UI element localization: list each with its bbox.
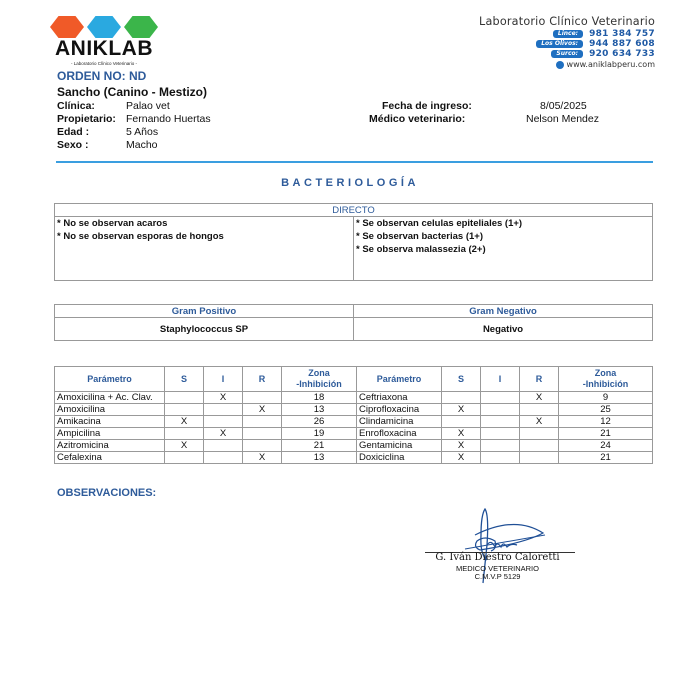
antibiotic-name: Doxiciclina bbox=[357, 452, 442, 464]
directo-left bbox=[55, 217, 354, 281]
directo-header: DIRECTO bbox=[55, 204, 653, 217]
observaciones-label: OBSERVACIONES: bbox=[57, 487, 157, 499]
s-header: S bbox=[165, 367, 204, 392]
antibiotic-name: Clindamicina bbox=[357, 416, 442, 428]
table-row bbox=[55, 416, 653, 428]
antibiotic-name: Ampicilina bbox=[55, 428, 165, 440]
finding: * Se observan celulas epiteliales (1+) bbox=[356, 218, 523, 229]
r-mark: X bbox=[243, 404, 282, 416]
zona-value: 18 bbox=[282, 392, 357, 404]
zona-header bbox=[559, 367, 653, 392]
clinica-value: Palao vet bbox=[126, 100, 170, 112]
directo-table bbox=[54, 203, 653, 281]
branch-phone: 981 384 757 bbox=[589, 29, 655, 39]
branch-badge: Surco: bbox=[551, 50, 583, 58]
i-mark bbox=[204, 440, 243, 452]
antibiotic-name: Gentamicina bbox=[357, 440, 442, 452]
i-mark: X bbox=[204, 428, 243, 440]
r-mark bbox=[520, 440, 559, 452]
zona-value: 25 bbox=[559, 404, 653, 416]
s-mark: X bbox=[442, 452, 481, 464]
inhibicion-label: -Inhibición bbox=[582, 379, 629, 389]
finding: * No se observan esporas de hongos bbox=[57, 231, 224, 242]
finding: * Se observa malassezia (2+) bbox=[356, 244, 486, 255]
s-mark: X bbox=[442, 404, 481, 416]
r-mark bbox=[243, 428, 282, 440]
i-mark bbox=[481, 440, 520, 452]
i-mark: X bbox=[204, 392, 243, 404]
r-mark bbox=[243, 392, 282, 404]
sexo-value: Macho bbox=[126, 139, 158, 151]
param-header: Parámetro bbox=[357, 367, 442, 392]
zona-label: Zona bbox=[308, 368, 330, 378]
s-mark bbox=[165, 452, 204, 464]
gram-negativo-header: Gram Negativo bbox=[354, 305, 653, 318]
signature-role: MEDICO VETERINARIO bbox=[456, 564, 539, 573]
i-mark bbox=[481, 404, 520, 416]
s-mark bbox=[165, 404, 204, 416]
branch-lince bbox=[553, 29, 655, 39]
zona-value: 21 bbox=[559, 428, 653, 440]
zona-header bbox=[282, 367, 357, 392]
logo-text: ANIKLAB bbox=[55, 37, 153, 60]
param-header: Parámetro bbox=[55, 367, 165, 392]
edad-label: Edad : bbox=[57, 126, 90, 138]
signature-name: G. Iván Diestro Caloretti bbox=[435, 552, 560, 563]
section-title: BACTERIOLOGÍA bbox=[281, 177, 419, 189]
s-mark bbox=[165, 428, 204, 440]
branch-badge: Lince: bbox=[553, 30, 583, 38]
r-mark bbox=[520, 404, 559, 416]
table-row bbox=[55, 392, 653, 404]
lab-name: Laboratorio Clínico Veterinario bbox=[479, 15, 655, 28]
s-mark: X bbox=[442, 428, 481, 440]
antibiotic-name: Azitromicina bbox=[55, 440, 165, 452]
table-row bbox=[55, 452, 653, 464]
propietario-label: Propietario: bbox=[57, 113, 116, 125]
s-mark: X bbox=[442, 440, 481, 452]
inhibicion-label: -Inhibición bbox=[296, 379, 342, 389]
medico-value: Nelson Mendez bbox=[526, 113, 599, 125]
i-header: I bbox=[481, 367, 520, 392]
s-mark bbox=[442, 392, 481, 404]
aniklab-logo bbox=[48, 16, 160, 66]
s-mark: X bbox=[165, 416, 204, 428]
medico-label: Médico veterinario: bbox=[369, 113, 466, 125]
branch-badge: Los Olivos: bbox=[536, 40, 583, 48]
r-mark: X bbox=[520, 416, 559, 428]
r-header: R bbox=[243, 367, 282, 392]
fecha-value: 8/05/2025 bbox=[540, 100, 587, 112]
antibiotic-name: Ciprofloxacina bbox=[357, 404, 442, 416]
i-mark bbox=[204, 452, 243, 464]
finding: * Se observan bacterias (1+) bbox=[356, 231, 483, 242]
zona-value: 9 bbox=[559, 392, 653, 404]
antibiotic-name: Amoxicilina bbox=[55, 404, 165, 416]
globe-icon bbox=[556, 61, 564, 69]
edad-value: 5 Años bbox=[126, 126, 159, 138]
zona-value: 13 bbox=[282, 452, 357, 464]
antibiotic-name: Amoxicilina + Ac. Clav. bbox=[55, 392, 165, 404]
zona-value: 21 bbox=[559, 452, 653, 464]
i-mark bbox=[204, 404, 243, 416]
s-mark: X bbox=[165, 440, 204, 452]
i-mark bbox=[481, 428, 520, 440]
table-row bbox=[55, 404, 653, 416]
patient-name: Sancho (Canino - Mestizo) bbox=[57, 85, 207, 99]
antibiotic-name: Ceftriaxona bbox=[357, 392, 442, 404]
logo-subtitle: - Laboratorio Clínico Veterinario - bbox=[70, 61, 138, 66]
r-mark: X bbox=[520, 392, 559, 404]
r-mark bbox=[520, 428, 559, 440]
r-header: R bbox=[520, 367, 559, 392]
i-mark bbox=[481, 392, 520, 404]
branch-phone: 920 634 733 bbox=[589, 49, 655, 59]
zona-value: 12 bbox=[559, 416, 653, 428]
table-row bbox=[55, 440, 653, 452]
fecha-label: Fecha de ingreso: bbox=[382, 100, 472, 112]
branch-phone: 944 887 608 bbox=[589, 39, 655, 49]
antibiotic-name: Amikacina bbox=[55, 416, 165, 428]
i-header: I bbox=[204, 367, 243, 392]
r-mark bbox=[243, 416, 282, 428]
website bbox=[556, 60, 655, 69]
order-number: ORDEN NO: ND bbox=[57, 69, 147, 83]
directo-right bbox=[354, 217, 653, 281]
zona-label: Zona bbox=[594, 368, 617, 378]
hex-green-icon bbox=[124, 16, 158, 38]
zona-value: 24 bbox=[559, 440, 653, 452]
s-mark bbox=[165, 392, 204, 404]
gram-positivo-value: Staphylococcus SP bbox=[55, 318, 354, 341]
website-link[interactable]: www.aniklabperu.com bbox=[566, 60, 655, 69]
branch-surco bbox=[551, 49, 655, 59]
s-mark bbox=[442, 416, 481, 428]
zona-value: 26 bbox=[282, 416, 357, 428]
gram-negativo-value: Negativo bbox=[354, 318, 653, 341]
divider bbox=[56, 161, 653, 163]
r-mark bbox=[243, 440, 282, 452]
hex-blue-icon bbox=[87, 16, 121, 38]
i-mark bbox=[204, 416, 243, 428]
r-mark: X bbox=[243, 452, 282, 464]
gram-table bbox=[54, 304, 653, 341]
branch-los-olivos bbox=[536, 39, 655, 49]
clinica-label: Clínica: bbox=[57, 100, 95, 112]
sexo-label: Sexo : bbox=[57, 139, 89, 151]
gram-positivo-header: Gram Positivo bbox=[55, 305, 354, 318]
i-mark bbox=[481, 416, 520, 428]
r-mark bbox=[520, 452, 559, 464]
zona-value: 21 bbox=[282, 440, 357, 452]
zona-value: 19 bbox=[282, 428, 357, 440]
signature-cmvp: C.M.V.P 5129 bbox=[474, 572, 521, 581]
antibiogram-table bbox=[54, 366, 653, 464]
table-row bbox=[55, 428, 653, 440]
zona-value: 13 bbox=[282, 404, 357, 416]
antibiotic-name: Cefalexina bbox=[55, 452, 165, 464]
hex-orange-icon bbox=[50, 16, 84, 38]
propietario-value: Fernando Huertas bbox=[126, 113, 211, 125]
s-header: S bbox=[442, 367, 481, 392]
finding: * No se observan acaros bbox=[57, 218, 168, 229]
antibiotic-name: Enrofloxacina bbox=[357, 428, 442, 440]
i-mark bbox=[481, 452, 520, 464]
